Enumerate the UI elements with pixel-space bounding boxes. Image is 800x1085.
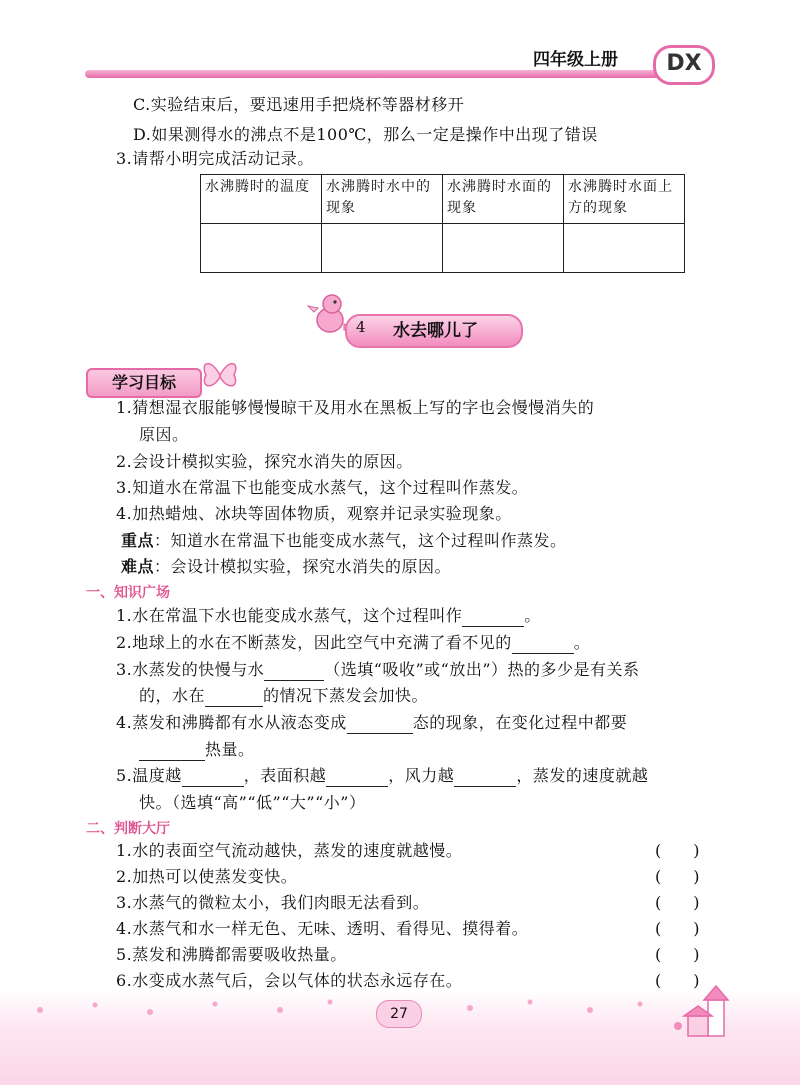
table-header: 水沸腾时的温度 (201, 175, 322, 224)
activity-record-table (200, 174, 685, 273)
fill-question-2: 2.地球上的水在不断蒸发，因此空气中充满了看不见的 。 (116, 633, 591, 652)
goal-item: 2.会设计模拟实验，探究水消失的原因。 (116, 452, 413, 471)
study-goals-tag: 学习目标 (86, 368, 202, 398)
table-cell[interactable] (564, 224, 685, 273)
judge-item: 2.加热可以使蒸发变快。 (116, 867, 298, 886)
fill-question-5: 5.温度越 ，表面积越 ，风力越 ，蒸发的速度就越 (116, 766, 649, 785)
answer-blank[interactable] (205, 688, 263, 707)
difficult-point-text: ：会设计模拟实验，探究水消失的原因。 (154, 557, 452, 576)
fill-question-5-cont: 快。（选填“高”“低”“大”“小”） (139, 793, 366, 812)
fill-question-1: 1.水在常温下水也能变成水蒸气，这个过程叫作 。 (116, 606, 541, 625)
answer-blank[interactable] (454, 768, 516, 787)
judge-item: 3.水蒸气的微粒太小，我们肉眼无法看到。 (116, 893, 430, 912)
table-cell[interactable] (201, 224, 322, 273)
goal-item: 原因。 (139, 425, 189, 444)
key-point (121, 530, 567, 552)
judge-paren[interactable]: ( ) (655, 867, 700, 886)
judge-item: 4.水蒸气和水一样无色、无味、透明、看得见、摸得着。 (116, 919, 529, 938)
key-point-text: ：知道水在常温下也能变成水蒸气，这个过程叫作蒸发。 (154, 531, 567, 550)
header-bar (85, 70, 660, 78)
header-grade: 四年级上册 (533, 50, 618, 70)
judge-paren[interactable]: ( ) (655, 841, 700, 860)
judge-item: 6.水变成水蒸气后，会以气体的状态永远存在。 (116, 971, 463, 990)
judge-paren[interactable]: ( ) (655, 971, 700, 990)
section-title: 水去哪儿了 (393, 321, 478, 341)
fill-question-4-cont: 热量。 (139, 739, 255, 761)
judge-item: 1.水的表面空气流动越快，蒸发的速度就越慢。 (116, 841, 463, 860)
table-header: 水沸腾时水中的现象 (322, 175, 443, 224)
judge-paren[interactable]: ( ) (655, 945, 700, 964)
table-cell[interactable] (322, 224, 443, 273)
part1-heading: 一、知识广场 (86, 585, 170, 601)
option-c: C.实验结束后，要迅速用手把烧杯等器材移开 (133, 95, 465, 114)
page-number: 27 (376, 1000, 422, 1028)
section-number: 4 (356, 318, 366, 336)
fill-question-3: 3.水蒸发的快慢与水 （选填“吸收”或“放出”）热的多少是有关系 (116, 660, 640, 679)
answer-blank[interactable] (139, 742, 205, 761)
house-tower-icon (670, 982, 740, 1042)
table-header: 水沸腾时水面上方的现象 (564, 175, 685, 224)
question-3: 3.请帮小明完成活动记录。 (116, 149, 314, 168)
answer-blank[interactable] (512, 635, 574, 654)
answer-blank[interactable] (182, 768, 244, 787)
fill-question-3-cont: 的，水在 的情况下蒸发会加快。 (139, 686, 429, 705)
part2-heading: 二、判断大厅 (86, 821, 170, 837)
option-d: D.如果测得水的沸点不是100℃，那么一定是操作中出现了错误 (133, 125, 598, 144)
goal-item: 1.猜想湿衣服能够慢慢晾干及用水在黑板上写的字也会慢慢消失的 (116, 398, 595, 417)
judge-paren[interactable]: ( ) (655, 893, 700, 912)
header-badge: DX (653, 45, 715, 85)
answer-blank[interactable] (347, 715, 413, 734)
answer-blank[interactable] (264, 662, 324, 681)
key-point-label: 重点 (121, 531, 155, 550)
table-cell[interactable] (443, 224, 564, 273)
judge-paren[interactable]: ( ) (655, 919, 700, 938)
answer-blank[interactable] (326, 768, 388, 787)
difficult-point (121, 556, 451, 578)
difficult-point-label: 难点 (121, 557, 155, 576)
table-header: 水沸腾时水面的现象 (443, 175, 564, 224)
answer-blank[interactable] (462, 608, 524, 627)
butterfly-icon (200, 355, 240, 393)
goal-item: 3.知道水在常温下也能变成水蒸气，这个过程叫作蒸发。 (116, 478, 529, 497)
judge-item: 5.蒸发和沸腾都需要吸收热量。 (116, 945, 347, 964)
fill-question-4: 4.蒸发和沸腾都有水从液态变成 态的现象，在变化过程中都要 (116, 713, 628, 732)
goal-item: 4.加热蜡烛、冰块等固体物质，观察并记录实验现象。 (116, 504, 512, 523)
